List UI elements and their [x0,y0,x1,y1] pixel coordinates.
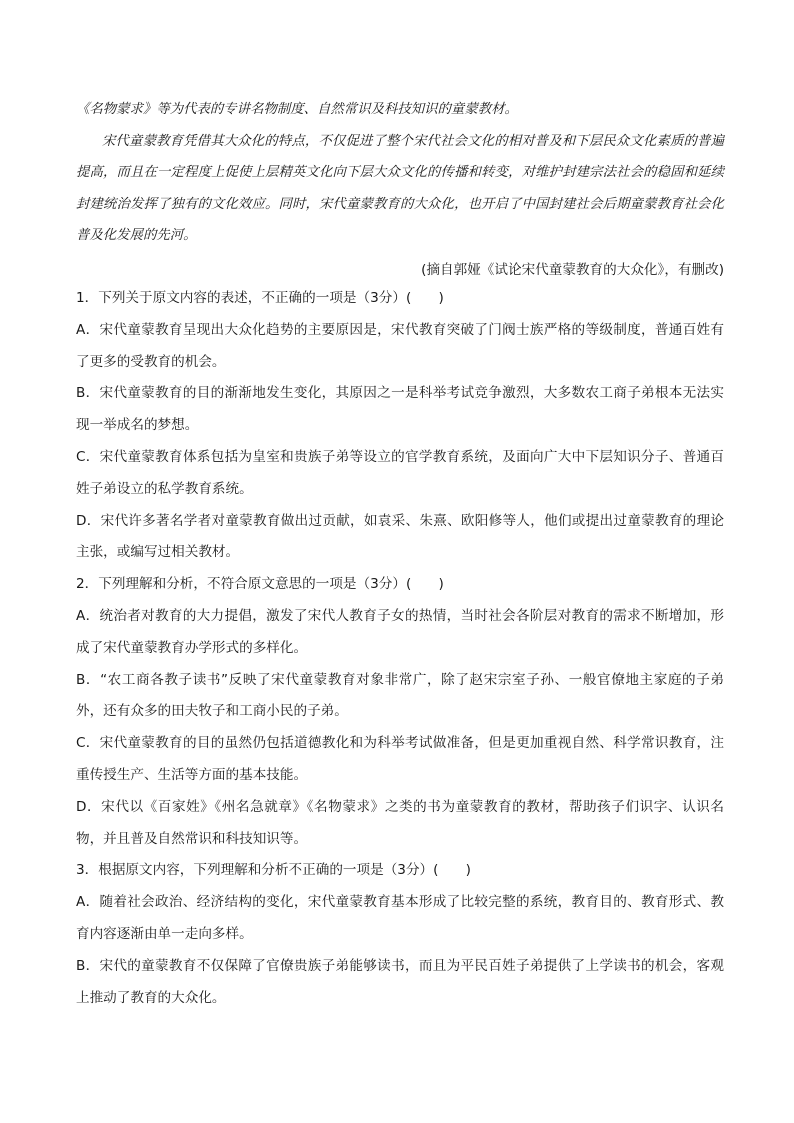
question-3 [76,855,724,1014]
option-b: B．宋代童蒙教育的目的渐渐地发生变化，其原因之一是科举考试竞争激烈，大多数农工商子弟根本无法实现一举成名的梦想。 [76,385,724,434]
option-a: A．宋代童蒙教育呈现出大众化趋势的主要原因是，宋代教育突破了门阀士族严格的等级制度，普通百姓有了更多的受教育的机会。 [76,321,724,370]
question-stem: 1．下列关于原文内容的表述，不正确的一项是（3分）( ) [76,290,444,306]
question-stem: 2．下列理解和分析，不符合原文意思的一项是（3分）( ) [76,576,444,593]
option-b: B．“农工商各教子读书”反映了宋代童蒙教育对象非常广，除了赵宋宗室子孙、一般官僚地主家庭的子弟外，还有众多的田夫牧子和工商小民的子弟。 [76,671,724,720]
option-c: C．宋代童蒙教育的目的虽然仍包括道德教化和为科举考试做准备，但是更加重视自然、科学常识教育，注重传授生产、生活等方面的基本技能。 [76,735,724,783]
passage-paragraph: 宋代童蒙教育凭借其大众化的特点，不仅促进了整个宋代社会文化的相对普及和下层民众文化素质的普遍提高，而且在一定程度上促使上层精英文化向下层大众文化的传播和转变，对维护封建宗法社会的稳固和延续封建统治发挥了独有的文化效应。同时，宋代童蒙教育的大众化，也开启了中国封建社会后期童蒙教育社会化普及化发展的先河。 [76,133,724,243]
passage-excerpt [76,94,724,252]
option-c: C．宋代童蒙教育体系包括为皇室和贵族子弟等设立的官学教育系统，及面向广大中下层知识分子、普通百姓子弟设立的私学教育系统。 [76,448,724,497]
option-d: D．宋代许多著名学者对童蒙教育做出过贡献，如袁采、朱熹、欧阳修等人，他们或提出过童蒙教育的理论主张，或编写过相关教材。 [76,512,724,561]
question-list [76,283,724,1014]
option-b: B．宋代的童蒙教育不仅保障了官僚贵族子弟能够读书，而且为平民百姓子弟提供了上学读书的机会，客观上推动了教育的大众化。 [76,957,724,1006]
source-citation: (摘自郭娅《试论宋代童蒙教育的大众化》，有删改) [421,262,724,278]
option-d: D．宋代以《百家姓》《州名急就章》《名物蒙求》之类的书为童蒙教育的教材，帮助孩子们识字、认识名物，并且普及自然常识和科技知识等。 [76,798,724,847]
option-a: A．随着社会政治、经济结构的变化，宋代童蒙教育基本形成了比较完整的系统，教育目的、教育形式、教育内容逐渐由单一走向多样。 [76,894,724,942]
source-citation-block [76,259,724,281]
question-2 [76,569,724,855]
question-1 [76,283,724,569]
option-a: A．统治者对教育的大力提倡，激发了宋代人教育子女的热情，当时社会各阶层对教育的需求不断增加，形成了宋代童蒙教育办学形式的多样化。 [76,607,724,656]
question-stem: 3．根据原文内容，下列理解和分析不正确的一项是（3分）( ) [76,862,471,879]
passage-line: 《名物蒙求》等为代表的专讲名物制度、自然常识及科技知识的童蒙教材。 [76,102,518,117]
